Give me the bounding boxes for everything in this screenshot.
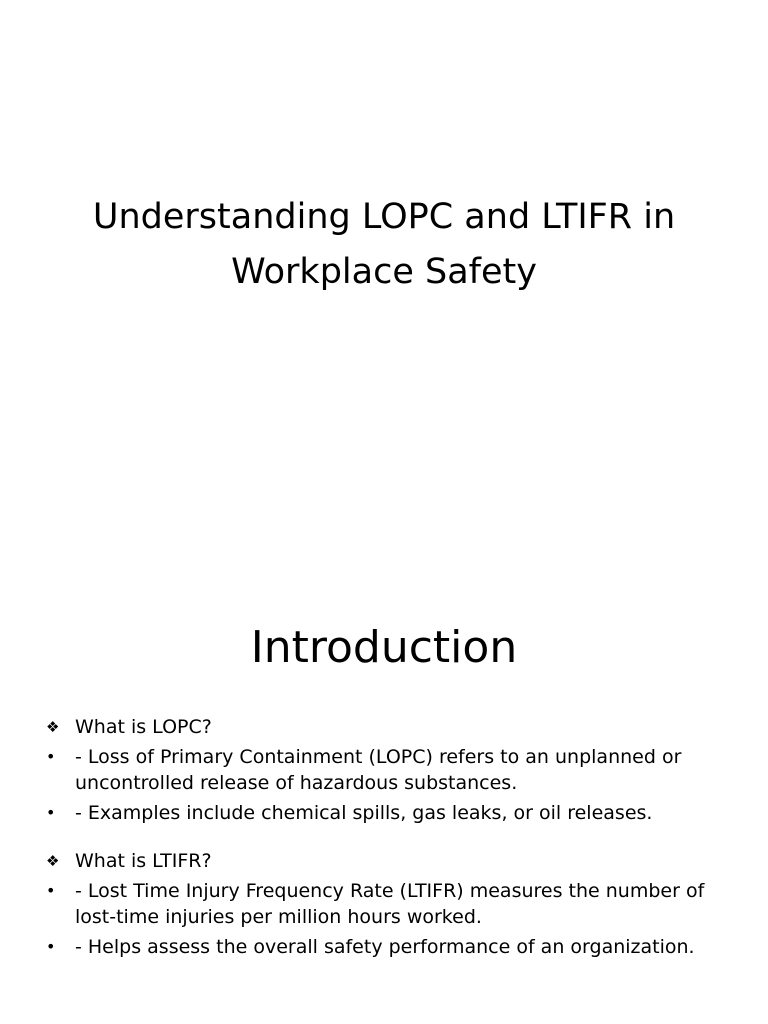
bullet-text: - Helps assess the overall safety performance of an organization.	[75, 936, 695, 958]
dot-bullet-icon: •	[46, 881, 56, 900]
bullet-text: - Examples include chemical spills, gas leaks, or oil releases.	[75, 802, 653, 824]
diamond-bullet-icon: ❖	[46, 718, 60, 736]
bullet-text: What is LTIFR?	[75, 850, 212, 872]
bullet-text: - Loss of Primary Containment (LOPC) refers to an unplanned or uncontrolled release of hazardous substances.	[75, 746, 682, 794]
introduction-slide	[0, 576, 768, 1024]
list-item	[0, 878, 740, 930]
list-item	[0, 744, 740, 796]
bullet-text: - Lost Time Injury Frequency Rate (LTIFR) measures the number of lost-time injuries per million hours worked.	[75, 880, 705, 928]
diamond-bullet-icon: ❖	[46, 852, 60, 870]
dot-bullet-icon: •	[46, 937, 56, 956]
list-item	[0, 934, 740, 960]
bullet-list	[0, 714, 740, 964]
list-item	[0, 800, 740, 826]
slide-title: Introduction	[250, 622, 518, 673]
dot-bullet-icon: •	[46, 747, 56, 766]
dot-bullet-icon: •	[46, 803, 56, 822]
bullet-text: What is LOPC?	[75, 716, 212, 738]
presentation-title: Understanding LOPC and LTIFR in Workplace Safety	[92, 197, 676, 292]
list-item	[0, 848, 740, 874]
list-item	[0, 714, 740, 740]
